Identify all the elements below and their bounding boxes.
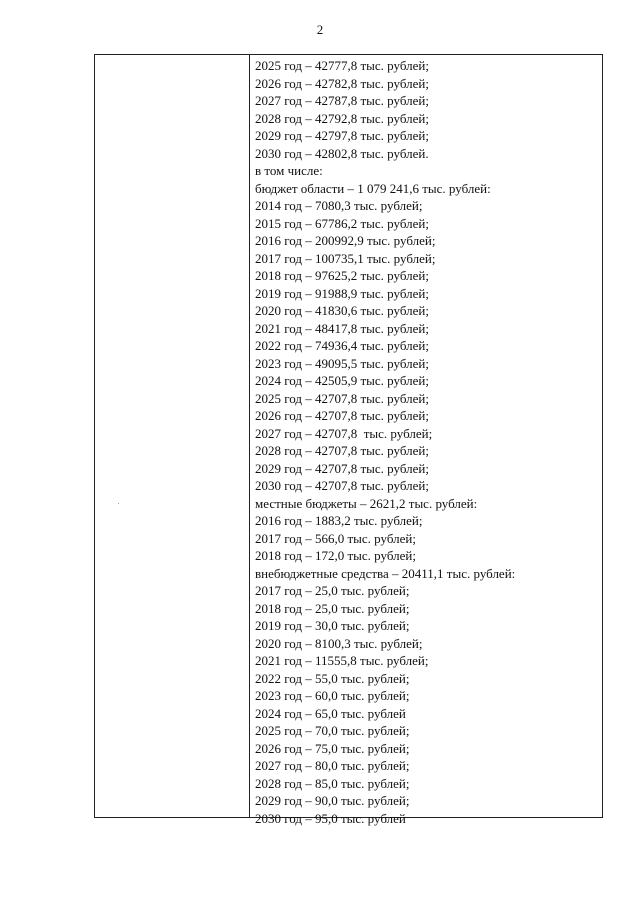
funding-line: 2029 год – 42797,8 тыс. рублей; [255, 128, 429, 143]
funding-line: 2017 год – 100735,1 тыс. рублей; [255, 250, 436, 266]
funding-line: 2015 год – 67786,2 тыс. рублей; [255, 215, 429, 231]
funding-line: 2026 год – 42707,8 тыс. рублей; [255, 408, 429, 423]
funding-line: бюджет области – 1 079 241,6 тыс. рублей: [255, 180, 491, 196]
funding-line: 2019 год – 91988,9 тыс. рублей; [255, 285, 429, 301]
funding-line: 2023 год – 49095,5 тыс. рублей; [255, 355, 429, 371]
funding-line: местные бюджеты – 2621,2 тыс. рублей: [255, 495, 478, 511]
funding-line: 2017 год – 566,0 тыс. рублей; [255, 530, 416, 546]
funding-line: 2030 год – 95,0 тыс. рублей [255, 810, 406, 826]
funding-line: 2022 год – 55,0 тыс. рублей; [255, 670, 410, 686]
funding-line: 2030 год – 42802,8 тыс. рублей. [255, 145, 429, 161]
funding-line: 2017 год – 25,0 тыс. рублей; [255, 583, 410, 598]
funding-line: 2026 год – 75,0 тыс. рублей; [255, 740, 410, 756]
funding-line: 2029 год – 90,0 тыс. рублей; [255, 793, 410, 808]
funding-line: 2018 год – 25,0 тыс. рублей; [255, 600, 410, 616]
funding-line: 2022 год – 74936,4 тыс. рублей; [255, 338, 429, 353]
scan-speck [118, 503, 119, 504]
funding-line: 2023 год – 60,0 тыс. рублей; [255, 688, 410, 703]
funding-line: 2021 год – 11555,8 тыс. рублей; [255, 653, 429, 668]
funding-line: 2030 год – 42707,8 тыс. рублей; [255, 478, 429, 493]
funding-line: 2018 год – 97625,2 тыс. рублей; [255, 268, 429, 283]
funding-line: 2016 год – 1883,2 тыс. рублей; [255, 513, 423, 528]
funding-line: 2029 год – 42707,8 тыс. рублей; [255, 460, 429, 476]
funding-line: 2014 год – 7080,3 тыс. рублей; [255, 198, 423, 213]
funding-line: 2024 год – 65,0 тыс. рублей [255, 705, 406, 721]
column-divider [249, 55, 250, 817]
funding-details-cell [255, 57, 598, 827]
funding-line: 2028 год – 42707,8 тыс. рублей; [255, 443, 429, 458]
funding-line: 2021 год – 48417,8 тыс. рублей; [255, 320, 429, 336]
funding-line: 2025 год – 42707,8 тыс. рублей; [255, 390, 429, 406]
funding-line: 2025 год – 70,0 тыс. рублей; [255, 723, 410, 738]
funding-line: 2026 год – 42782,8 тыс. рублей; [255, 75, 429, 91]
funding-line: 2024 год – 42505,9 тыс. рублей; [255, 373, 429, 388]
funding-line: 2025 год – 42777,8 тыс. рублей; [255, 58, 429, 73]
funding-line: 2028 год – 42792,8 тыс. рублей; [255, 110, 429, 126]
funding-line: внебюджетные средства – 20411,1 тыс. рублей: [255, 565, 516, 581]
page-number: 2 [316, 22, 324, 37]
funding-line: 2018 год – 172,0 тыс. рублей; [255, 548, 416, 563]
funding-line: 2016 год – 200992,9 тыс. рублей; [255, 233, 436, 248]
funding-line: 2027 год – 42787,8 тыс. рублей; [255, 93, 429, 108]
funding-line: 2019 год – 30,0 тыс. рублей; [255, 618, 410, 633]
funding-line: 2027 год – 80,0 тыс. рублей; [255, 758, 410, 773]
funding-line: 2020 год – 8100,3 тыс. рублей; [255, 635, 423, 651]
funding-line: 2020 год – 41830,6 тыс. рублей; [255, 303, 429, 318]
funding-line: в том числе: [255, 163, 323, 178]
funding-line: 2027 год – 42707,8 тыс. рублей; [255, 425, 433, 441]
funding-table [94, 54, 603, 826]
funding-line: 2028 год – 85,0 тыс. рублей; [255, 775, 410, 791]
